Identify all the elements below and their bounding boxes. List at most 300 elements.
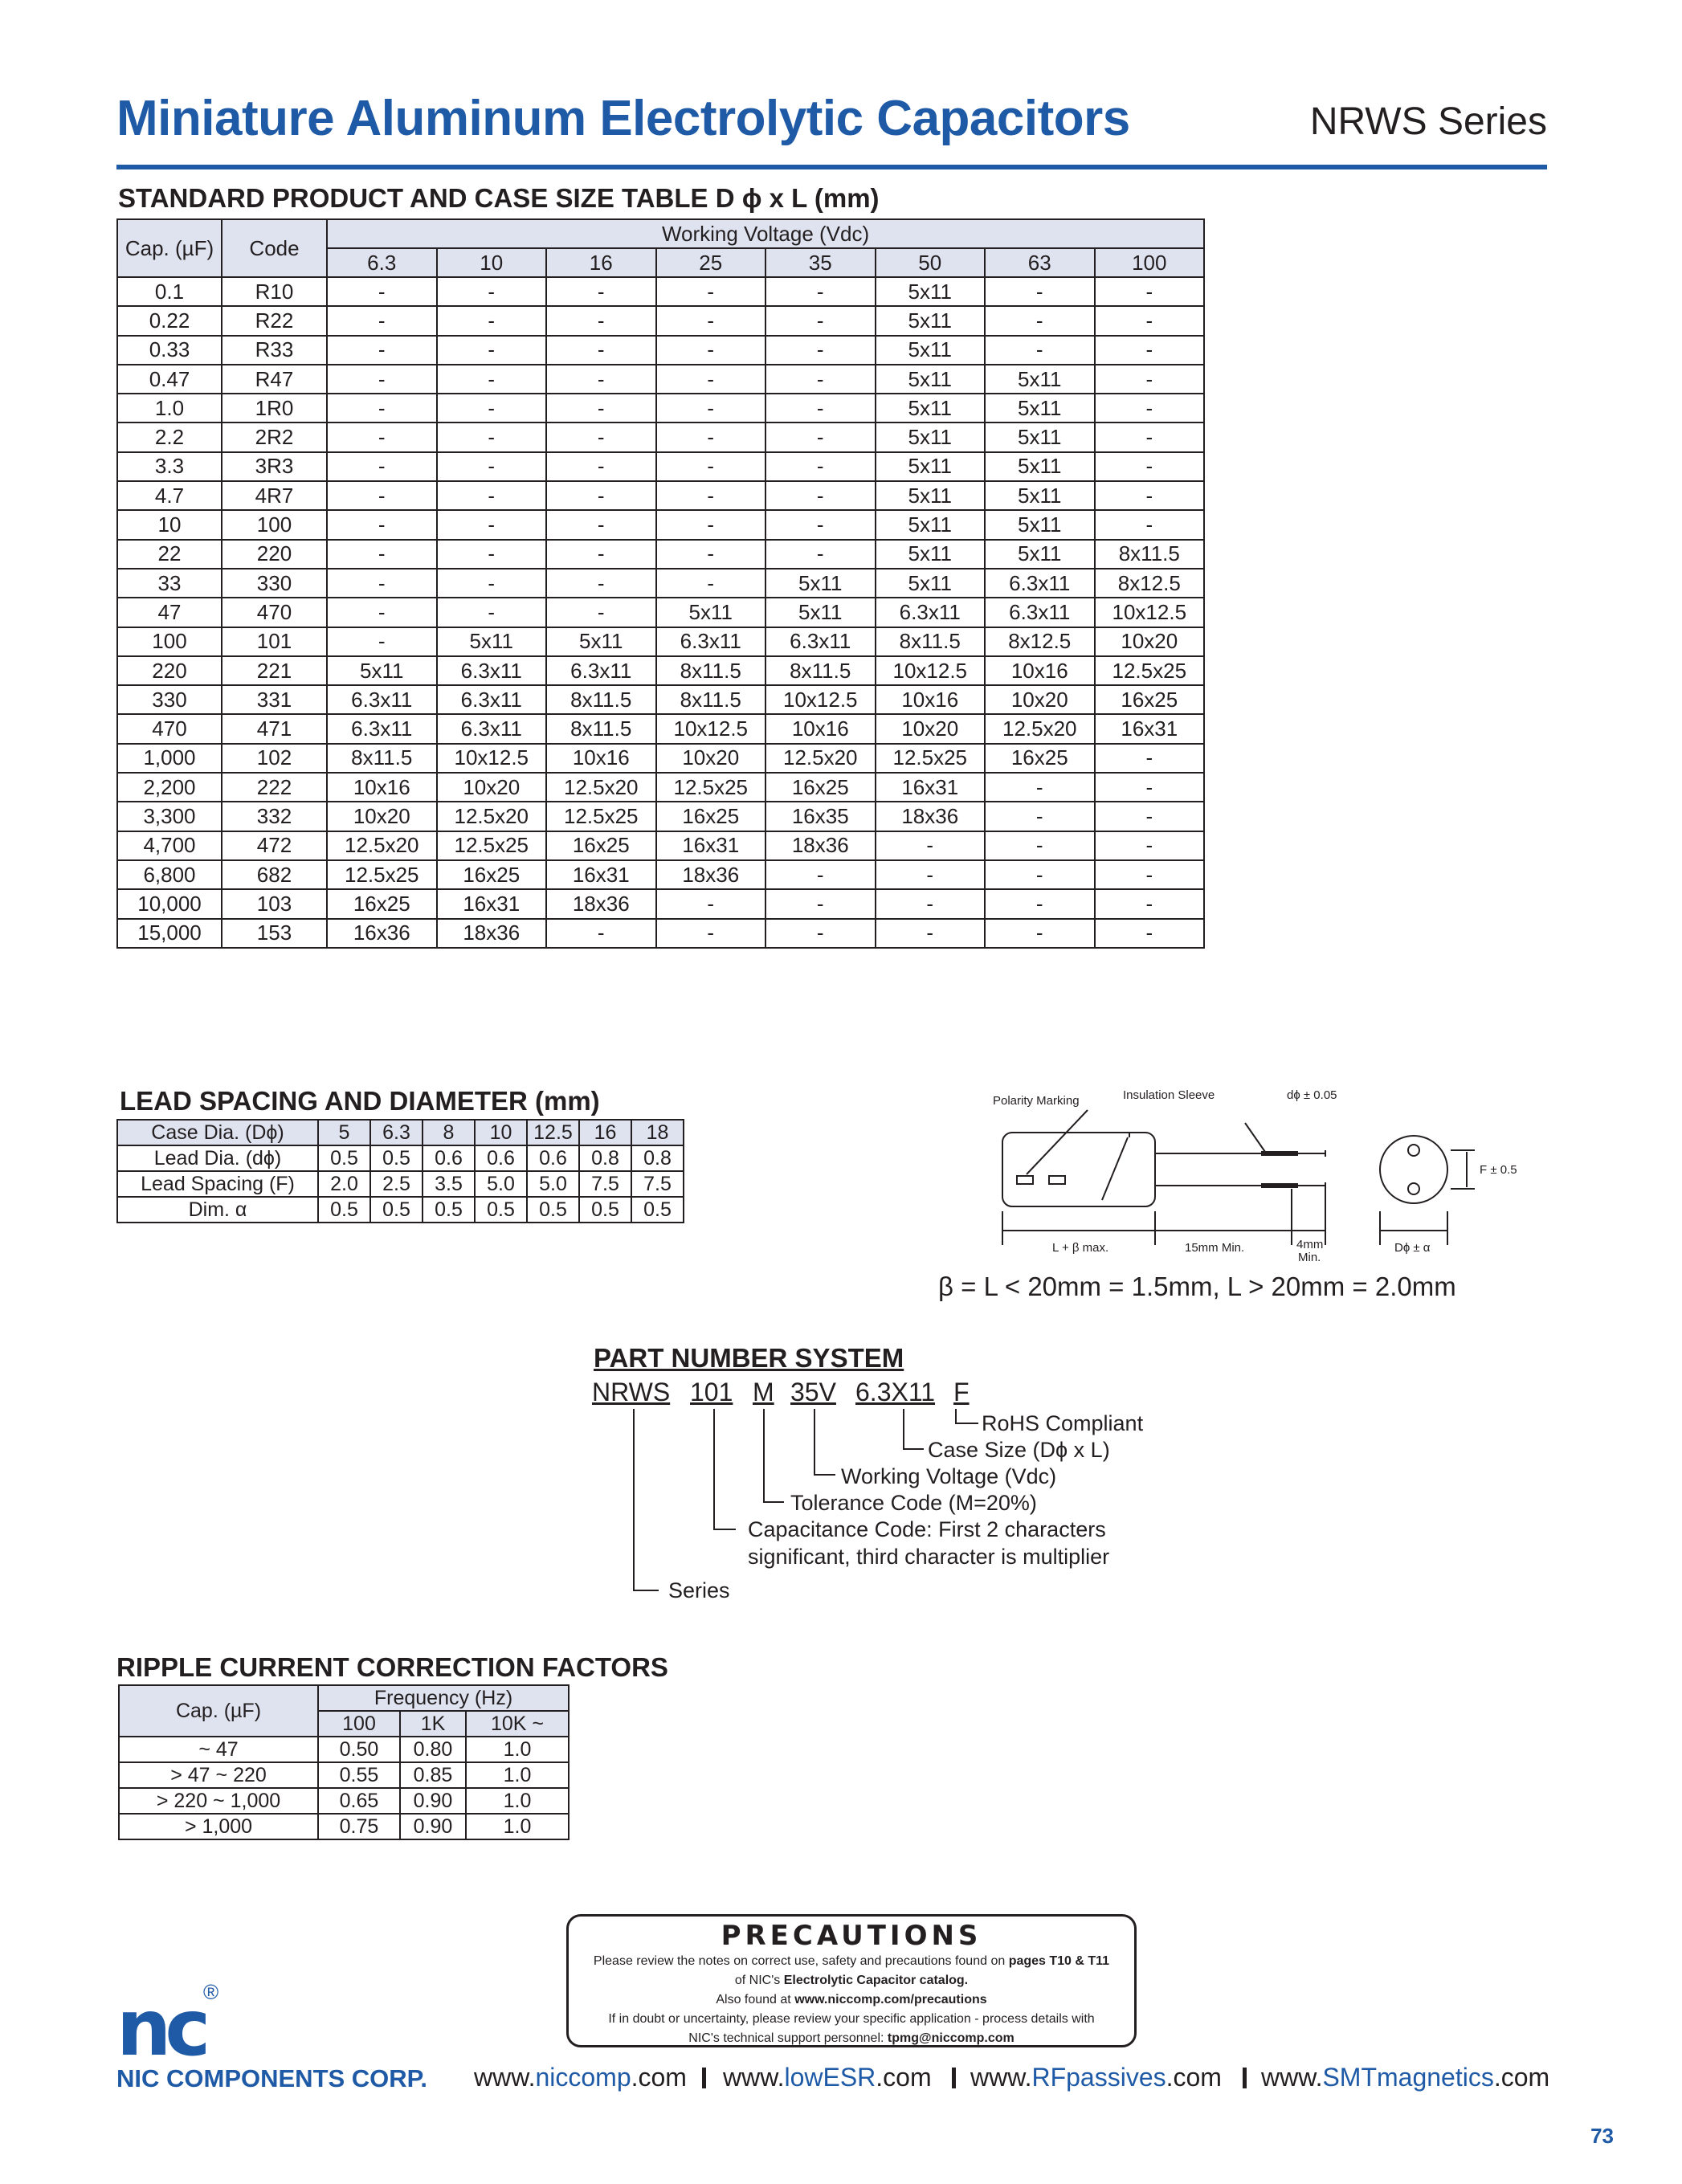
pn-desc-cap-1: Capacitance Code: First 2 characters [748,1517,1106,1541]
prec-line2a: of NIC's [734,1974,784,1987]
case-size-cell: - [327,423,437,451]
table-row [117,1171,684,1197]
lead-value-cell: 12.5 [527,1120,579,1145]
pn-desc-tolerance: Tolerance Code (M=20%) [790,1491,1037,1515]
case-size-cell: 5x11 [985,365,1095,394]
lead-value-cell: 5 [318,1120,370,1145]
cap-cell: 3.3 [117,452,222,481]
case-size-cell: - [1095,744,1205,773]
table-row [117,802,1204,831]
lead-value-cell: 7.5 [579,1171,631,1197]
table-row [119,1788,569,1814]
cap-cell: 0.47 [117,365,222,394]
case-size-cell: 5x11 [985,540,1095,569]
lead-row-label: Lead Dia. (dϕ) [117,1145,318,1171]
code-cell: 220 [222,540,327,569]
case-size-cell: 5x11 [876,569,986,598]
code-cell: 103 [222,889,327,918]
table-row [117,394,1204,423]
ripple-cap-cell: ~ 47 [119,1737,318,1762]
ripple-cap-cell: > 47 ~ 220 [119,1762,318,1788]
case-size-cell: 10x16 [765,714,876,743]
case-size-cell: 8x11.5 [546,714,656,743]
lead-value-cell: 0.5 [370,1145,423,1171]
case-size-cell: 10x12.5 [765,685,876,714]
col-cap-header: Cap. (µF) [117,219,222,277]
case-size-cell: 16x25 [765,773,876,802]
prec-line1a: Please review the notes on correct use, safety and precautions found on [593,1954,1009,1968]
ripple-cap-cell: > 220 ~ 1,000 [119,1788,318,1814]
case-size-cell: - [327,569,437,598]
case-size-cell: 8x12.5 [985,627,1095,656]
case-size-cell: 12.5x25 [437,831,547,860]
ripple-factor-cell: 1.0 [466,1762,569,1788]
table-row [117,919,1204,948]
lead-value-cell: 0.5 [631,1197,684,1223]
case-size-cell: - [1095,336,1205,365]
case-size-cell: - [656,336,766,365]
lead-value-cell: 0.6 [423,1145,475,1171]
case-size-cell: 16x36 [327,919,437,948]
case-size-cell: - [985,336,1095,365]
case-size-cell: - [546,540,656,569]
table-row [117,510,1204,539]
case-size-cell: - [327,481,437,510]
case-size-cell: 5x11 [876,277,986,306]
ripple-factor-cell: 0.85 [400,1762,466,1788]
precautions-box [566,1914,1137,2047]
company-name: NIC COMPONENTS CORP. [116,2064,427,2092]
table-row [117,1145,684,1171]
case-size-cell: 10x12.5 [656,714,766,743]
table-row [119,1762,569,1788]
case-size-cell: 5x11 [327,656,437,685]
code-cell: R33 [222,336,327,365]
table-row [117,627,1204,656]
table-row [117,598,1204,627]
case-size-cell: - [765,889,876,918]
case-size-cell: 8x11.5 [546,685,656,714]
case-size-cell: - [546,365,656,394]
case-size-cell: - [546,277,656,306]
voltage-col-header: 63 [985,248,1095,277]
pn-desc-cap-2: significant, third character is multiplier [748,1545,1110,1569]
length-label: L + β max. [1052,1241,1109,1255]
case-size-cell: - [985,919,1095,948]
case-size-cell: 12.5x20 [546,773,656,802]
code-cell: 2R2 [222,423,327,451]
capacitor-dimension-diagram [988,1084,1517,1269]
voltage-col-header: 35 [765,248,876,277]
registered-mark: ® [203,1980,219,2004]
lead-table-title: LEAD SPACING AND DIAMETER (mm) [120,1086,600,1116]
prec-url[interactable]: www.niccomp.com/precautions [794,1993,987,2006]
pn-desc-rohs: RoHS Compliant [982,1411,1144,1435]
lead-value-cell: 2.5 [370,1171,423,1197]
pn-series-code: NRWS [592,1378,671,1406]
case-size-cell: - [437,336,547,365]
code-cell: 221 [222,656,327,685]
case-size-cell: - [765,277,876,306]
case-size-cell: - [1095,510,1205,539]
case-size-cell: - [437,277,547,306]
cap-cell: 0.1 [117,277,222,306]
footer-link-smtmagnetics[interactable]: www.SMTmagnetics.com [1261,2063,1550,2092]
case-size-cell: 12.5x25 [546,802,656,831]
cap-cell: 33 [117,569,222,598]
ripple-freq-header: Frequency (Hz) [318,1685,569,1711]
case-size-cell: - [656,481,766,510]
case-size-cell: 10x12.5 [437,744,547,773]
case-size-cell: 12.5x20 [437,802,547,831]
ripple-col-cap: Cap. (µF) [119,1685,318,1737]
pn-desc-series: Series [668,1578,730,1602]
case-size-cell: 16x25 [546,831,656,860]
cap-cell: 6,800 [117,860,222,889]
case-size-cell: 16x25 [985,744,1095,773]
table-row [117,336,1204,365]
ripple-factor-cell: 0.75 [318,1814,400,1839]
case-size-cell: - [437,510,547,539]
prec-catalog: Electrolytic Capacitor catalog. [783,1974,969,1987]
case-size-cell: - [876,889,986,918]
case-size-cell: 16x35 [765,802,876,831]
lead-length-label: 15mm Min. [1185,1241,1245,1255]
code-cell: 471 [222,714,327,743]
case-size-cell: - [985,277,1095,306]
case-size-cell: - [985,889,1095,918]
case-size-cell: 6.3x11 [437,685,547,714]
footer-divider-1 [702,2068,706,2088]
cap-cell: 4,700 [117,831,222,860]
case-size-cell: 6.3x11 [765,627,876,656]
case-size-cell: - [656,919,766,948]
case-size-cell: - [437,306,547,335]
case-size-cell: 6.3x11 [985,598,1095,627]
case-size-cell: 6.3x11 [327,685,437,714]
case-size-cell: 12.5x25 [656,773,766,802]
table-row [117,306,1204,335]
case-size-cell: - [765,423,876,451]
case-size-cell: 12.5x25 [876,744,986,773]
footer-divider-2 [952,2068,956,2088]
case-size-cell: 8x12.5 [1095,569,1205,598]
case-size-cell: - [876,860,986,889]
case-size-cell: - [546,336,656,365]
case-size-cell: - [437,365,547,394]
case-size-cell: - [985,773,1095,802]
case-size-cell: - [1095,889,1205,918]
code-cell: R47 [222,365,327,394]
case-size-cell: - [985,802,1095,831]
case-size-cell: - [546,452,656,481]
case-size-cell: 10x12.5 [1095,598,1205,627]
case-dia-label: Dϕ ± α [1394,1241,1431,1255]
case-size-cell: - [437,452,547,481]
case-size-cell: 12.5x25 [327,860,437,889]
ripple-factor-cell: 0.65 [318,1788,400,1814]
case-size-cell: 5x11 [985,394,1095,423]
case-size-cell: - [437,481,547,510]
case-size-cell: 5x11 [985,423,1095,451]
case-size-cell: 8x11.5 [327,744,437,773]
case-size-cell: 6.3x11 [437,656,547,685]
code-cell: 153 [222,919,327,948]
case-size-cell: 5x11 [656,598,766,627]
code-cell: 331 [222,685,327,714]
polarity-mark-2 [1049,1176,1065,1184]
table-row [117,452,1204,481]
cap-cell: 2,200 [117,773,222,802]
case-size-cell: - [1095,860,1205,889]
end-view-circle [1380,1136,1447,1203]
ripple-factor-cell: 0.55 [318,1762,400,1788]
case-size-cell: - [1095,919,1205,948]
case-size-cell: - [546,598,656,627]
cap-cell: 47 [117,598,222,627]
lead-spacing-table [116,1119,684,1223]
case-size-cell: 6.3x11 [985,569,1095,598]
case-size-cell: - [765,510,876,539]
case-size-cell: 6.3x11 [437,714,547,743]
footer-link-lowesr[interactable]: www.lowESR.com [723,2063,932,2092]
case-size-cell: 8x11.5 [876,627,986,656]
case-size-cell: - [546,394,656,423]
voltage-header: Working Voltage (Vdc) [327,219,1204,248]
code-cell: 222 [222,773,327,802]
case-size-cell: - [656,569,766,598]
case-size-cell: 5x11 [876,452,986,481]
table-row [119,1737,569,1762]
case-size-cell: 16x25 [1095,685,1205,714]
case-size-cell: 8x11.5 [765,656,876,685]
case-size-cell: 16x31 [1095,714,1205,743]
case-size-cell: 10x16 [876,685,986,714]
voltage-col-header: 25 [656,248,766,277]
case-size-cell: - [765,452,876,481]
case-size-cell: 12.5x25 [1095,656,1205,685]
case-size-cell: - [327,336,437,365]
code-cell: 470 [222,598,327,627]
case-size-cell: - [327,598,437,627]
table-row [117,365,1204,394]
case-size-cell: 18x36 [876,802,986,831]
case-size-cell: 10x20 [985,685,1095,714]
case-size-cell: - [327,365,437,394]
cap-cell: 10,000 [117,889,222,918]
code-cell: 3R3 [222,452,327,481]
case-size-cell: 12.5x20 [765,744,876,773]
code-cell: R10 [222,277,327,306]
code-cell: R22 [222,306,327,335]
case-size-cell: - [437,540,547,569]
case-size-cell: - [876,831,986,860]
table-row [117,860,1204,889]
beta-note: β = L < 20mm = 1.5mm, L > 20mm = 2.0mm [938,1272,1456,1301]
case-size-cell: 16x31 [876,773,986,802]
table-row [117,1197,684,1223]
case-size-cell: 10x20 [437,773,547,802]
prec-email[interactable]: tpmg@niccomp.com [887,2031,1015,2045]
code-cell: 330 [222,569,327,598]
case-size-cell: - [546,510,656,539]
footer-link-niccomp[interactable]: www.niccomp.com [474,2063,687,2092]
ripple-factor-cell: 1.0 [466,1737,569,1762]
table-row [117,656,1204,685]
lead-spacing-label: F ± 0.5 [1480,1163,1517,1177]
pn-cap-code: 101 [690,1378,733,1406]
case-size-cell: - [876,919,986,948]
lead-row-label: Dim. α [117,1197,318,1223]
case-size-cell: 6.3x11 [656,627,766,656]
voltage-col-header: 16 [546,248,656,277]
case-size-cell: - [546,481,656,510]
lead-row-label: Case Dia. (Dϕ) [117,1120,318,1145]
table-row [117,831,1204,860]
case-size-cell: - [656,423,766,451]
col-code-header: Code [222,219,327,277]
code-cell: 101 [222,627,327,656]
case-size-cell: 5x11 [876,306,986,335]
case-size-cell: - [437,569,547,598]
lead-value-cell: 6.3 [370,1120,423,1145]
footer-link-rfpassives[interactable]: www.RFpassives.com [970,2063,1222,2092]
case-size-cell: - [1095,365,1205,394]
ripple-factor-cell: 0.90 [400,1788,466,1814]
case-size-cell: 18x36 [437,919,547,948]
ripple-factor-cell: 1.0 [466,1814,569,1839]
case-size-cell: - [327,452,437,481]
case-size-cell: 5x11 [985,481,1095,510]
lead-value-cell: 7.5 [631,1171,684,1197]
case-size-cell: - [327,277,437,306]
cap-cell: 4.7 [117,481,222,510]
cap-cell: 15,000 [117,919,222,948]
case-size-cell: - [546,919,656,948]
case-size-cell: - [985,860,1095,889]
case-size-cell: 10x20 [327,802,437,831]
case-size-cell: 6.3x11 [327,714,437,743]
cap-cell: 100 [117,627,222,656]
case-size-cell: 10x16 [546,744,656,773]
case-size-cell: - [985,306,1095,335]
table-row [117,569,1204,598]
table-row [117,277,1204,306]
cap-cell: 1,000 [117,744,222,773]
case-size-cell: 16x25 [437,860,547,889]
cap-cell: 470 [117,714,222,743]
table-row [117,714,1204,743]
case-size-cell: - [656,306,766,335]
case-size-cell: 10x20 [656,744,766,773]
cap-cell: 22 [117,540,222,569]
case-size-cell: 16x31 [546,860,656,889]
table-row [117,540,1204,569]
cap-cell: 330 [117,685,222,714]
case-size-cell: 16x25 [656,802,766,831]
case-size-cell: - [656,889,766,918]
lead-dia-label: dϕ ± 0.05 [1287,1088,1337,1102]
case-size-cell: - [1095,452,1205,481]
case-size-cell: - [327,627,437,656]
lead-value-cell: 10 [475,1120,527,1145]
case-size-cell: 16x31 [437,889,547,918]
case-size-cell: 18x36 [546,889,656,918]
case-size-cell: 12.5x20 [985,714,1095,743]
code-cell: 472 [222,831,327,860]
case-size-cell: - [765,919,876,948]
footer-divider-3 [1243,2068,1247,2088]
case-size-cell: - [437,423,547,451]
ripple-cap-cell: > 1,000 [119,1814,318,1839]
case-size-cell: - [546,569,656,598]
case-size-cell: - [1095,773,1205,802]
ripple-freq-col: 100 [318,1711,400,1737]
standard-table-title: STANDARD PRODUCT AND CASE SIZE TABLE D ϕ x L (mm) [118,183,880,213]
lead-value-cell: 0.5 [318,1197,370,1223]
case-size-cell: - [656,510,766,539]
case-size-cell: 10x20 [1095,627,1205,656]
ripple-factor-cell: 0.90 [400,1814,466,1839]
voltage-col-header: 50 [876,248,986,277]
lead-tip-min-label: Min. [1298,1251,1321,1264]
lead-value-cell: 3.5 [423,1171,475,1197]
case-size-cell: - [327,394,437,423]
case-size-cell: 5x11 [765,598,876,627]
pn-case-code: 6.3X11 [855,1378,936,1406]
table-row [117,481,1204,510]
code-cell: 102 [222,744,327,773]
table-row [117,889,1204,918]
case-size-cell: 18x36 [656,860,766,889]
case-size-cell: 5x11 [437,627,547,656]
case-size-cell: - [546,306,656,335]
lead-value-cell: 0.8 [579,1145,631,1171]
pn-desc-case: Case Size (Dϕ x L) [928,1438,1110,1462]
ripple-factor-cell: 1.0 [466,1788,569,1814]
case-size-cell: - [985,831,1095,860]
cap-cell: 2.2 [117,423,222,451]
case-size-cell: - [656,365,766,394]
case-size-cell: 6.3x11 [876,598,986,627]
lead-value-cell: 0.5 [527,1197,579,1223]
table-row [117,1120,684,1145]
ripple-factor-cell: 0.80 [400,1737,466,1762]
lead-value-cell: 0.5 [370,1197,423,1223]
case-size-cell: - [765,365,876,394]
lead-value-cell: 0.6 [475,1145,527,1171]
case-size-cell: - [765,394,876,423]
pn-tolerance-code: M [753,1378,774,1406]
lead-value-cell: 8 [423,1120,475,1145]
case-size-cell: 5x11 [876,481,986,510]
case-size-cell: 5x11 [876,510,986,539]
precautions-title: PRECAUTIONS [721,1920,982,1952]
case-size-cell: 6.3x11 [546,656,656,685]
lead-value-cell: 0.5 [579,1197,631,1223]
case-size-cell: 5x11 [876,423,986,451]
case-size-cell: 10x16 [327,773,437,802]
polarity-mark-1 [1017,1176,1033,1184]
polarity-marking-label: Polarity Marking [993,1094,1080,1108]
ripple-freq-col: 10K ~ [466,1711,569,1737]
prec-line3a: Also found at [716,1993,795,2006]
case-size-cell: 5x11 [985,452,1095,481]
case-size-cell: 8x11.5 [656,685,766,714]
prec-line4: If in doubt or uncertainty, please review your specific application - process details with [608,2012,1095,2026]
lead-value-cell: 18 [631,1120,684,1145]
pn-voltage-code: 35V [790,1378,836,1406]
